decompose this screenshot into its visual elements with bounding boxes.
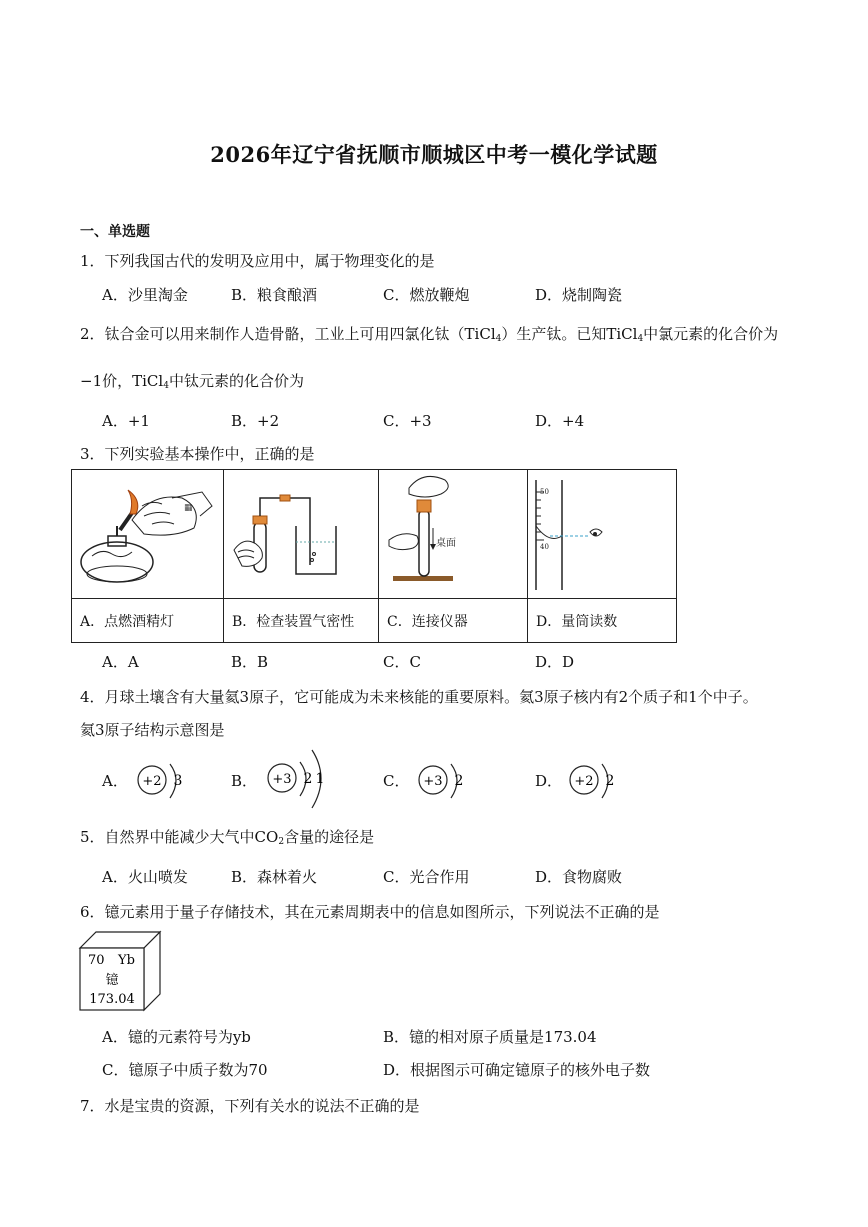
image-cell-d [528, 470, 677, 599]
q1-option-d: D．烧制陶瓷 [535, 286, 623, 304]
image-cell-c [379, 470, 528, 599]
page-title: 2026年辽宁省抚顺市顺城区中考一模化学试题 [210, 142, 658, 167]
desk-label: 桌面 [436, 538, 456, 549]
caption-d: D．量筒读数 [528, 599, 677, 643]
svg-text:+2: +2 [142, 774, 162, 789]
svg-text:+3: +3 [272, 772, 292, 787]
section-heading: 一、单选题 [80, 224, 150, 240]
q3-option-b: B．B [231, 653, 269, 671]
q5-option-c: C．光合作用 [383, 868, 470, 886]
caption-c: C．连接仪器 [379, 599, 528, 643]
q2-option-b: B．+2 [231, 412, 280, 430]
svg-text:+2: +2 [574, 774, 594, 789]
element-name: 镱 [105, 973, 119, 988]
question-3-stem: 3．下列实验基本操作中，正确的是 [80, 445, 315, 463]
q4-option-a-label: A． [102, 772, 128, 790]
q4-option-c-label: C． [383, 772, 410, 790]
alcohol-lamp-lighting-illustration [72, 470, 223, 594]
q2-option-d: D．+4 [535, 412, 585, 430]
q3-option-d: D．D [535, 653, 575, 671]
svg-text:2: 2 [303, 771, 313, 787]
q4-option-d-label: D． [535, 772, 563, 790]
element-mass: 173.04 [89, 992, 135, 1007]
question-6-stem: 6．镱元素用于量子存储技术，其在元素周期表中的信息如图所示，下列说法不正确的是 [80, 903, 660, 921]
operations-table [71, 469, 677, 643]
question-4-stem-line2: 氦3原子结构示意图是 [80, 721, 225, 739]
q2-option-a: A．+1 [102, 412, 150, 430]
airtightness-check-illustration [224, 470, 378, 594]
question-5-stem: 5．自然界中能减少大气中$CO_2$含量的途径是 [80, 828, 375, 847]
caption-b: B．检查装置气密性 [224, 599, 379, 643]
question-1-stem: 1．下列我国古代的发明及应用中，属于物理变化的是 [80, 252, 435, 270]
question-2-stem-line2: −1价，TiCl$_4$中钛元素的化合价为 [80, 372, 304, 391]
svg-text:+3: +3 [423, 774, 443, 789]
q1-option-a: A．沙里淘金 [102, 286, 188, 304]
connecting-apparatus-illustration [379, 470, 527, 594]
q3-option-c: C．C [383, 653, 421, 671]
q5-option-b: B．森林着火 [231, 868, 318, 886]
svg-text:2: 2 [454, 773, 464, 789]
q1-option-c: C．燃放鞭炮 [383, 286, 470, 304]
atom-diagram-b [262, 746, 342, 812]
q6-option-d: D．根据图示可确定镱原子的核外电子数 [383, 1061, 651, 1079]
q4-option-b-label: B． [231, 772, 258, 790]
cylinder-mark-40: 40 [540, 543, 549, 551]
image-cell-a [72, 470, 224, 599]
atom-diagram-c [413, 756, 483, 806]
q1-option-b: B．粮食酿酒 [231, 286, 318, 304]
element-cell-ytterbium [78, 930, 162, 1012]
q5-option-a: A．火山喷发 [102, 868, 188, 886]
q5-option-d: D．食物腐败 [535, 868, 623, 886]
q6-option-b: B．镱的相对原子质量是173.04 [383, 1028, 597, 1046]
svg-text:3: 3 [173, 773, 183, 789]
question-7-stem: 7．水是宝贵的资源，下列有关水的说法不正确的是 [80, 1097, 420, 1115]
image-cell-b [224, 470, 379, 599]
atom-diagram-d [564, 756, 634, 806]
question-2-stem: 2．钛合金可以用来制作人造骨骼，工业上可用四氯化钛（TiCl$_4$）生产钛。已知TiCl$_4$中氯元素的化合价为 [80, 325, 779, 344]
svg-text:2: 2 [605, 773, 615, 789]
element-number: 70 [88, 953, 105, 968]
svg-text:▦: ▦ [184, 503, 193, 513]
question-4-stem: 4．月球土壤含有大量氦3原子，它可能成为未来核能的重要原料。氦3原子核内有2个质子和1个中子。 [80, 688, 758, 706]
element-symbol: Yb [118, 953, 135, 968]
q6-option-c: C．镱原子中质子数为70 [102, 1061, 268, 1079]
caption-a: A．点燃酒精灯 [72, 599, 224, 643]
cylinder-mark-50: 50 [540, 488, 549, 496]
atom-diagram-a [132, 756, 202, 806]
q3-option-a: A．A [102, 653, 139, 671]
q2-option-c: C．+3 [383, 412, 432, 430]
q6-option-a: A．镱的元素符号为yb [102, 1028, 251, 1046]
graduated-cylinder-reading-illustration [528, 470, 676, 594]
svg-text:1: 1 [315, 771, 325, 787]
